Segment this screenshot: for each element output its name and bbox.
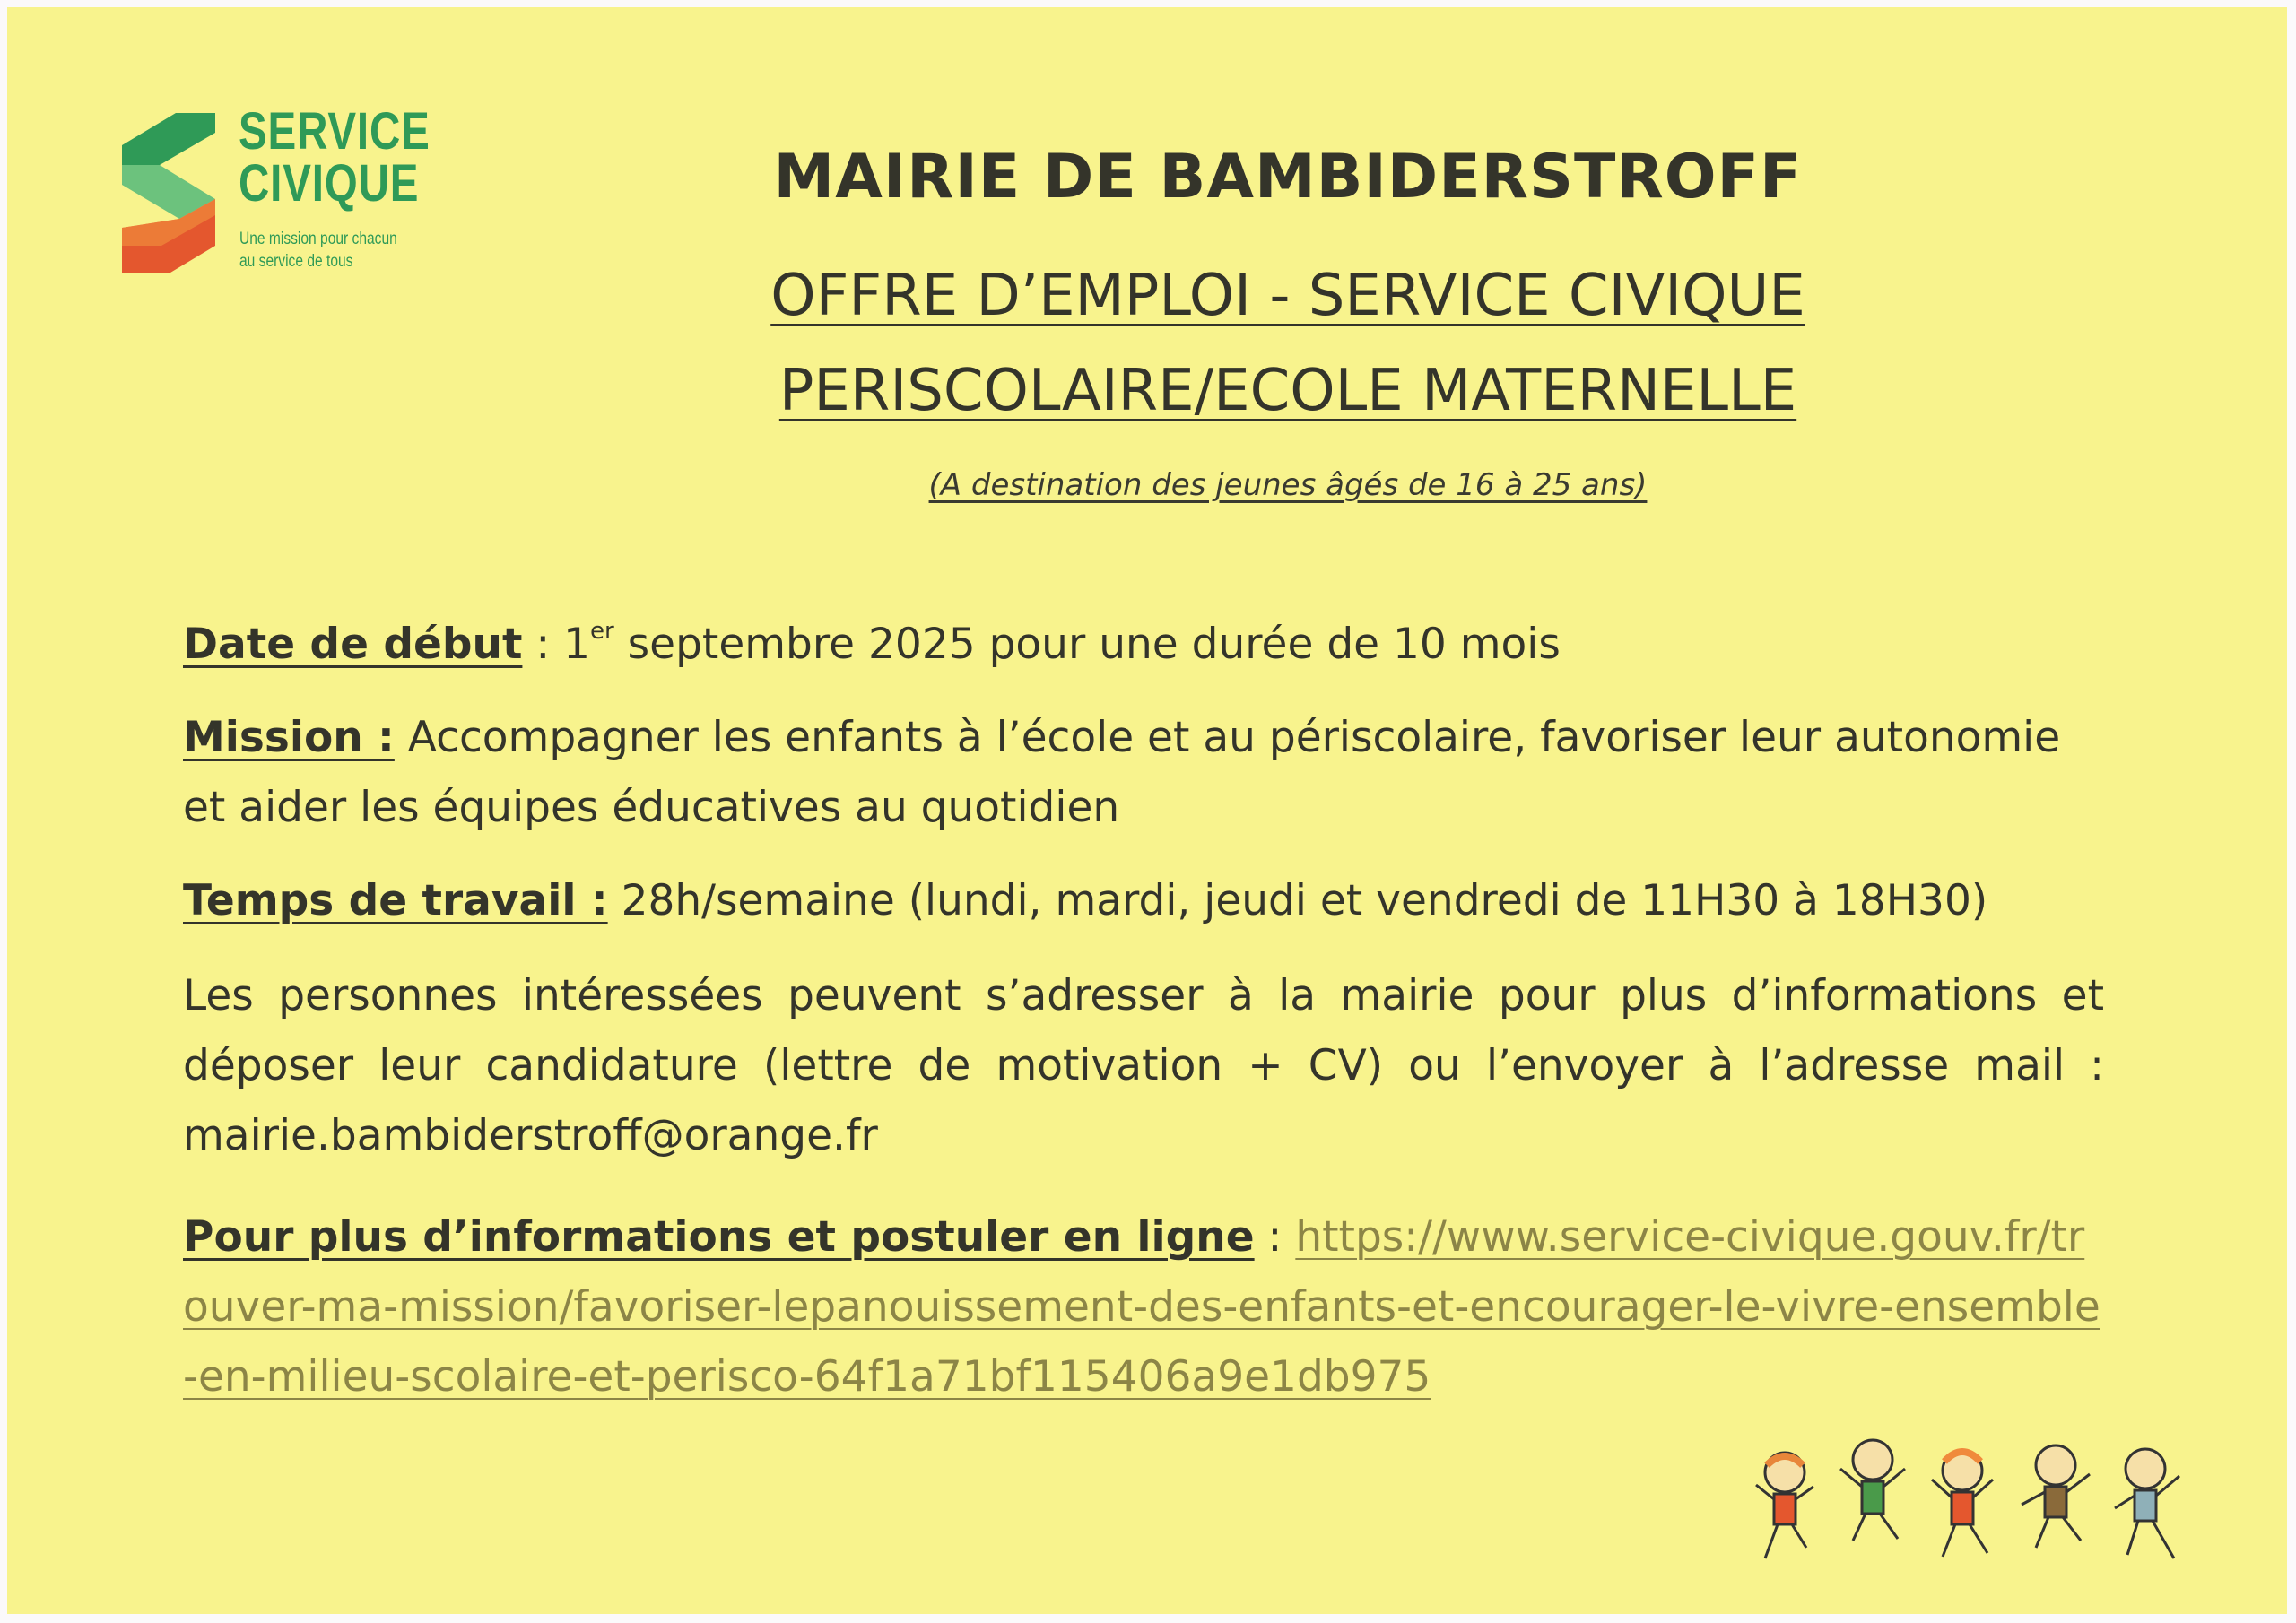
- page-title: MAIRIE DE BAMBIDERSTROFF: [773, 142, 1803, 213]
- child-figure-1: [1756, 1453, 1813, 1558]
- child-figure-3: [1932, 1451, 1993, 1557]
- child-figure-4: [2022, 1445, 2090, 1548]
- logo-tagline-2: au service de tous: [239, 252, 353, 271]
- logo-line-2: CIVIQUE: [239, 154, 420, 213]
- child-figure-2: [1840, 1440, 1905, 1541]
- hours-paragraph: [183, 866, 2104, 936]
- apply-paragraph: [183, 1202, 2104, 1412]
- mission-paragraph: [183, 703, 2104, 843]
- flyer-sheet: [7, 7, 2287, 1614]
- children-illustration: [1747, 1433, 2222, 1576]
- offer-title: [7, 260, 2296, 332]
- mission-label: Mission :: [183, 713, 395, 762]
- audience-note: (A destination des jeunes âgés de 16 à 25 ans): [928, 467, 1648, 503]
- apply-label: Pour plus d’informations et postuler en ligne: [183, 1212, 1255, 1262]
- child-figure-5: [2115, 1449, 2179, 1558]
- contact-paragraph: Les personnes intéressées peuvent s’adresser à la mairie pour plus d’informations et déposer leur candidature (lettre de motivation + CV) ou l’envoyer à l’adresse mail : mairie.bambiderstroff@orange.fr: [183, 971, 2104, 1160]
- start-date-paragraph: [183, 610, 2104, 680]
- start-date-sep: :: [522, 620, 564, 669]
- start-date-ordinal: er: [590, 618, 614, 645]
- offer-subtitle-text: PERISCOLAIRE/ECOLE MATERNELLE: [778, 358, 1797, 424]
- offer-title-text: OFFRE D’EMPLOI - SERVICE CIVIQUE: [770, 263, 1805, 329]
- logo-tagline-1: Une mission pour chacun: [239, 230, 397, 248]
- logo-line-1: SERVICE: [239, 102, 430, 161]
- start-date-label: Date de début: [183, 620, 523, 669]
- offer-subtitle: [7, 355, 2296, 427]
- hours-label: Temps de travail :: [183, 876, 608, 925]
- start-date-text: septembre 2025 pour une durée de 10 mois: [613, 620, 1561, 669]
- start-date-day: 1: [563, 620, 591, 669]
- apply-sep: :: [1254, 1212, 1296, 1262]
- apply-link[interactable]: https://www.service-civique.gouv.fr/trouver-ma-mission/favoriser-lepanouissement-des-enfants-et-encourager-le-vivre-ensemble-en-milieu-scolaire-et-perisco-64f1a71bf115406a9e1db975: [183, 1212, 2100, 1402]
- mission-text: Accompagner les enfants à l’école et au périscolaire, favoriser leur autonomie et aider les équipes éducatives au quotidien: [183, 713, 2061, 832]
- hours-text: 28h/semaine (lundi, mardi, jeudi et vendredi de 11H30 à 18H30): [607, 876, 1988, 925]
